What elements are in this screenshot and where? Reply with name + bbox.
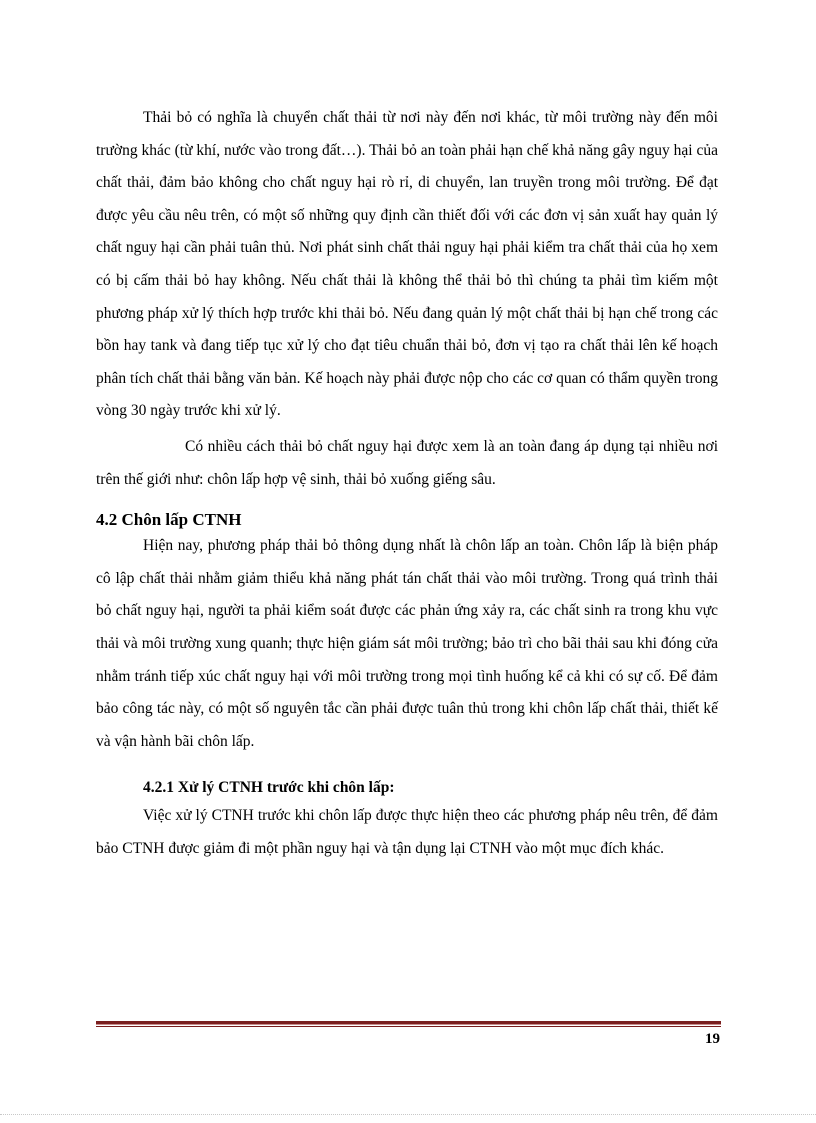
page-number: 19 [705, 1031, 720, 1047]
footer-divider-rule [96, 1021, 721, 1027]
subsection-heading-pretreatment: 4.2.1 Xử lý CTNH trước khi chôn lấp: [143, 779, 395, 797]
page-bottom-edge [0, 1114, 816, 1115]
document-body [96, 102, 718, 865]
footer-divider-highlight [96, 1024, 721, 1025]
section-heading-landfill: 4.2 Chôn lấp CTNH [96, 510, 242, 530]
paragraph-pretreatment: Việc xử lý CTNH trước khi chôn lấp được thực hiện theo các phương pháp nêu trên, để đảm bảo CTNH được giảm đi một phần nguy hại và tận dụng lại CTNH vào một mục đích khác. [96, 807, 718, 857]
paragraph-safe-disposal-methods: Có nhiều cách thải bỏ chất nguy hại được xem là an toàn đang áp dụng tại nhiều nơi trên thế giới như: chôn lấp hợp vệ sinh, thải bỏ xuống giếng sâu. [96, 437, 718, 488]
paragraph-disposal-definition: Thải bỏ có nghĩa là chuyển chất thải từ nơi này đến nơi khác, từ môi trường này đến môi trường khác (từ khí, nước vào trong đất…). Thải bỏ an toàn phải hạn chế khả năng gây nguy hại của chất thải, đảm bảo không cho chất nguy hại rò rỉ, di chuyển, lan truyền trong môi trường. Để đạt được yêu cầu nêu trên, có một số những quy định cần thiết đối với các đơn vị sản xuất hay quản lý chất nguy hại cần phải tuân thủ. Nơi phát sinh chất thải nguy hại phải kiểm tra chất thải của họ xem có bị cấm thải bỏ hay không. Nếu chất thải là không thể thải bỏ thì chúng ta phải tìm kiếm một phương pháp xử lý thích hợp trước khi thải bỏ. Nếu đang quản lý một chất thải bị hạn chế trong các bồn hay tank và đang tiếp tục xử lý cho đạt tiêu chuẩn thải bỏ, đơn vị tạo ra chất thải lên kế hoạch phân tích chất thải bằng văn bản. Kế hoạch này phải được nộp cho các cơ quan có thẩm quyền trong vòng 30 ngày trước khi xử lý. [96, 109, 718, 420]
paragraph-landfill-description: Hiện nay, phương pháp thải bỏ thông dụng nhất là chôn lấp an toàn. Chôn lấp là biện pháp cô lập chất thải nhằm giảm thiểu khả năng phát tán chất thải vào môi trường. Trong quá trình thải bỏ chất nguy hại, người ta phải kiểm soát được các phản ứng xảy ra, các chất sinh ra trong khu vực thải và môi trường xung quanh; thực hiện giám sát môi trường; bảo trì cho bãi thải sau khi đóng cửa nhằm tránh tiếp xúc chất nguy hại với môi trường trong mọi tình huống kể cả khi có sự cố. Để đảm bảo công tác này, có một số nguyên tắc cần phải được tuân thủ trong khi chôn lấp chất thải, thiết kế và vận hành bãi chôn lấp. [96, 537, 718, 750]
